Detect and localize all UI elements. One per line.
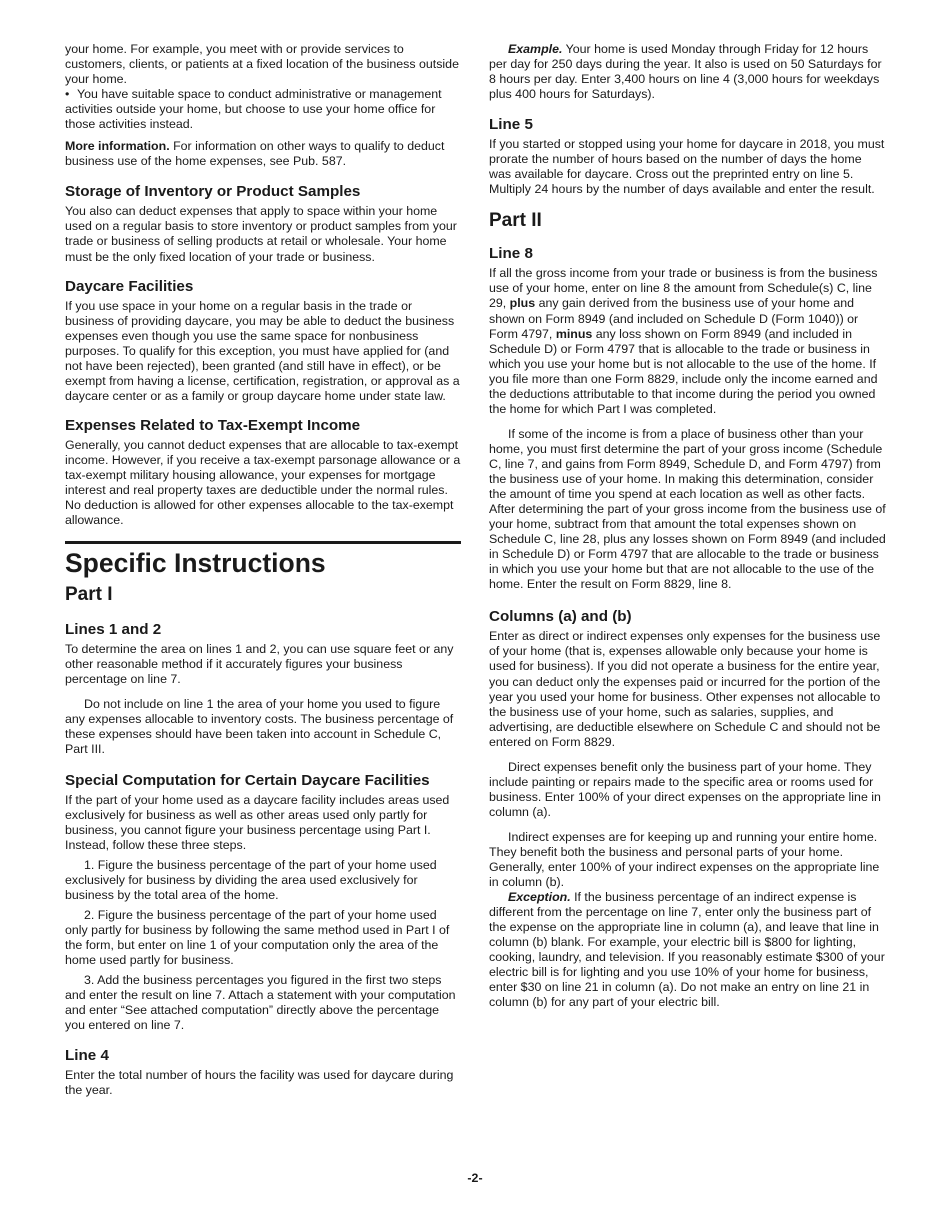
line-5-heading: Line 5 xyxy=(489,116,533,134)
step-3: 3. Add the business percentages you figured in the first two steps and enter the result on line 7. Attach a statement with your computation and enter “See attached computation” directly above the percentage you entered on line 7. xyxy=(65,973,456,1033)
line-8-paragraph: If all the gross income from your trade or business is from the business use of your home, enter on line 8 the amount from Schedule(s) C, line 29, plus any gain derived from the business use of your home and shown on Form 8949 (and included on Schedule D (Form 1040)) or Form 4797, minus any loss shown on Form 8949 (and included in Schedule D) or Form 4797 that is allocable to the trade or business in which you use your home but is not allocable to the use of the home. If you file more than one Form 8829, include only the income earned and the deductions attributable to that income during the period you owned the home for which Part I was completed. xyxy=(489,266,878,416)
lines-1-2-paragraph-2: Do not include on line 1 the area of your home you used to figure any expenses allocable to inventory costs. The business percentage of these expenses should have been taken into account in Schedule C, Part III. xyxy=(65,697,454,757)
part-one-heading: Part I xyxy=(65,584,113,606)
columns-paragraph-2: Direct expenses benefit only the business part of your home. They include painting or repairs made to the specific area or rooms used for business. Enter 100% of your direct expenses on the appropriate line in column (a). xyxy=(489,759,881,819)
bullet-icon: • xyxy=(65,87,70,102)
storage-heading: Storage of Inventory or Product Samples xyxy=(65,183,361,201)
lines-1-2-heading: Lines 1 and 2 xyxy=(65,621,162,639)
storage-paragraph: You also can deduct expenses that apply to space within your home used on a regular basis to store inventory or product samples from your trade or business of selling products at retail or wholesale. Your home must be the only fixed location of your trade or business. xyxy=(65,204,457,264)
step-2: 2. Figure the business percentage of the part of your home used only partly for business by following the same method used in Part I of the form, but enter on line 1 of your computation only the area of the home used partly for business. xyxy=(65,907,450,967)
example-paragraph: Example. Your home is used Monday through Friday for 12 hours per day for 250 days during the year. It also is used on 50 Saturdays for 8 hours per day. Enter 3,400 hours on line 4 (3,000 hours for weekdays plus 400 hours for Saturdays). xyxy=(489,42,882,102)
part-two-heading: Part II xyxy=(489,210,542,232)
line-4-heading: Line 4 xyxy=(65,1047,109,1065)
tax-exempt-paragraph: Generally, you cannot deduct expenses that are allocable to tax-exempt income. However, if you receive a tax-exempt parsonage allowance or a tax-exempt military housing allowance, your expenses for mortgage interest and real property taxes are deductible under the normal rules. No deduction is allowed for other expenses allocable to the tax-exempt allowance. xyxy=(65,437,461,528)
left-column xyxy=(65,42,461,1098)
specific-instructions-heading: Specific Instructions xyxy=(65,548,326,579)
line-5-paragraph: If you started or stopped using your home for daycare in 2018, you must prorate the number of hours based on the number of days the home was available for daycare. Cross out the preprinted entry on line 5. Multiply 24 hours by the number of days available and enter the result. xyxy=(489,137,885,197)
columns-paragraph-3: Indirect expenses are for keeping up and running your entire home. They benefit both the business and personal parts of your home. Generally, enter 100% of your indirect expenses on the appropriate line in column (b). xyxy=(489,829,880,890)
bullet-item: • You have suitable space to conduct administrative or management activities outside your home, but choose to use your home office for those activities instead. xyxy=(65,87,442,132)
intro-paragraph: your home. For example, you meet with or provide services to customers, clients, or patients at a fixed location of the business outside your home. xyxy=(65,42,459,87)
daycare-paragraph: If you use space in your home on a regular basis in the trade or business of providing daycare, you may be able to deduct the business expenses even though you use the same space for nonbusiness purposes. To qualify for this exception, you must have applied for (and not have been rejected), been granted (and still have in effect), or be exempt from having a license, certification, registration, or approval as a daycare center or as a family or group daycare home under state law. xyxy=(65,298,460,403)
exception-label: Exception. xyxy=(508,890,571,905)
line-8-paragraph-2: If some of the income is from a place of business other than your home, you must first determine the part of your gross income (Schedule C, line 7, and gains from Form 8949, Schedule D, and Form 4797) from the business use of your home. In making this determination, consider the amount of time you spend at each location as well as other facts. After determining the part of your gross income from the business use of your home, subtract from that amount the total expenses shown on Schedule C, line 28, plus any losses shown on Form 8949 (and included in Schedule D) or Form 4797 that are allocable to the trade or business in which you use your home but that are not allocable to the use of the home. Enter the result on Form 8829, line 8. xyxy=(489,426,886,592)
line-4-paragraph: Enter the total number of hours the facility was used for daycare during the year. xyxy=(65,1068,454,1098)
columns-paragraph-1: Enter as direct or indirect expenses only expenses for the business use of your home (that is, expenses allowable only because your home is used for business). If you did not operate a business for the entire year, you can deduct only the expenses paid or incurred for the portion of the year you used your home for business. Other expenses not allocable to the business use of your home, such as salaries, supplies, and advertising, are deductible elsewhere on Schedule C and should not be entered on Form 8829. xyxy=(489,629,881,749)
line-8-heading: Line 8 xyxy=(489,245,533,263)
special-computation-heading: Special Computation for Certain Daycare Facilities xyxy=(65,771,430,789)
tax-exempt-heading: Expenses Related to Tax-Exempt Income xyxy=(65,416,361,434)
columns-heading: Columns (a) and (b) xyxy=(489,608,632,626)
example-label: Example. xyxy=(508,42,563,56)
special-computation-paragraph: If the part of your home used as a daycare facility includes areas used exclusively for business as well as other areas used only partly for business, you cannot figure your business percentage using Part I. Instead, follow these three steps. xyxy=(65,792,450,852)
exception-paragraph: Exception. If the business percentage of an indirect expense is different from the percentage on line 7, enter only the business part of the expense on the appropriate line in column (a), and leave that line in column (b) blank. For example, your electric bill is $800 for lighting, cooking, laundry, and television. If you reasonably estimate $300 of your electric bill is for lighting and you use 10% of your home for business, enter $30 on line 21 in column (a). Do not make an entry on line 21 in column (b) for any part of your electric bill. xyxy=(489,890,885,1010)
more-information-paragraph: More information. For information on other ways to qualify to deduct business use of the home expenses, see Pub. 587. xyxy=(65,139,445,169)
section-divider xyxy=(65,541,461,544)
more-information-label: More information. xyxy=(65,139,170,154)
right-column xyxy=(489,42,887,1010)
page-number: -2- xyxy=(467,1171,483,1185)
lines-1-2-paragraph: To determine the area on lines 1 and 2, you can use square feet or any other reasonable method if it accurately figures your business percentage on line 7. xyxy=(65,642,454,687)
step-1: 1. Figure the business percentage of the part of your home used exclusively for business by dividing the area used exclusively for business by the total area of the home. xyxy=(65,857,437,902)
daycare-heading: Daycare Facilities xyxy=(65,277,194,295)
